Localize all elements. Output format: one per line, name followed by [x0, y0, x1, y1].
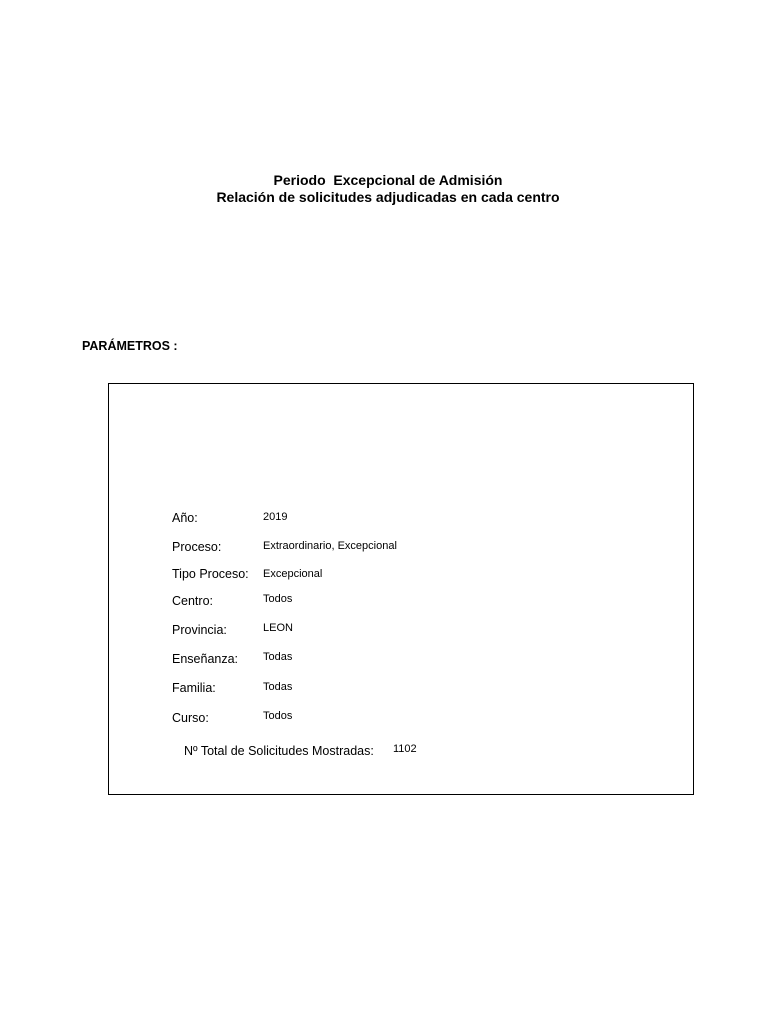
param-label-familia: Familia: [172, 681, 216, 695]
total-solicitudes-label: Nº Total de Solicitudes Mostradas: [184, 744, 374, 758]
total-solicitudes-value: 1102 [393, 743, 417, 755]
param-label-provincia: Provincia: [172, 623, 227, 637]
report-title-line1: Periodo Excepcional de Admisión [273, 172, 503, 188]
param-label-proceso: Proceso: [172, 540, 222, 554]
param-label-tipo-proceso: Tipo Proceso: [172, 567, 249, 581]
param-value-centro: Todos [263, 593, 293, 605]
param-value-familia: Todas [263, 681, 293, 693]
param-value-ensenanza: Todas [263, 651, 293, 663]
param-value-provincia: LEON [263, 622, 293, 634]
report-title-line2: Relación de solicitudes adjudicadas en cada centro [216, 189, 560, 205]
parameters-box [108, 383, 694, 795]
parameters-heading: PARÁMETROS : [82, 339, 178, 353]
param-value-proceso: Extraordinario, Excepcional [263, 540, 397, 552]
param-label-ensenanza: Enseñanza: [172, 652, 239, 666]
param-label-curso: Curso: [172, 711, 209, 725]
param-value-curso: Todos [263, 710, 293, 722]
report-title [0, 172, 768, 206]
param-value-ano: 2019 [263, 511, 288, 523]
param-label-centro: Centro: [172, 594, 213, 608]
param-label-ano: Año: [172, 511, 198, 525]
param-value-tipo-proceso: Excepcional [263, 568, 323, 580]
